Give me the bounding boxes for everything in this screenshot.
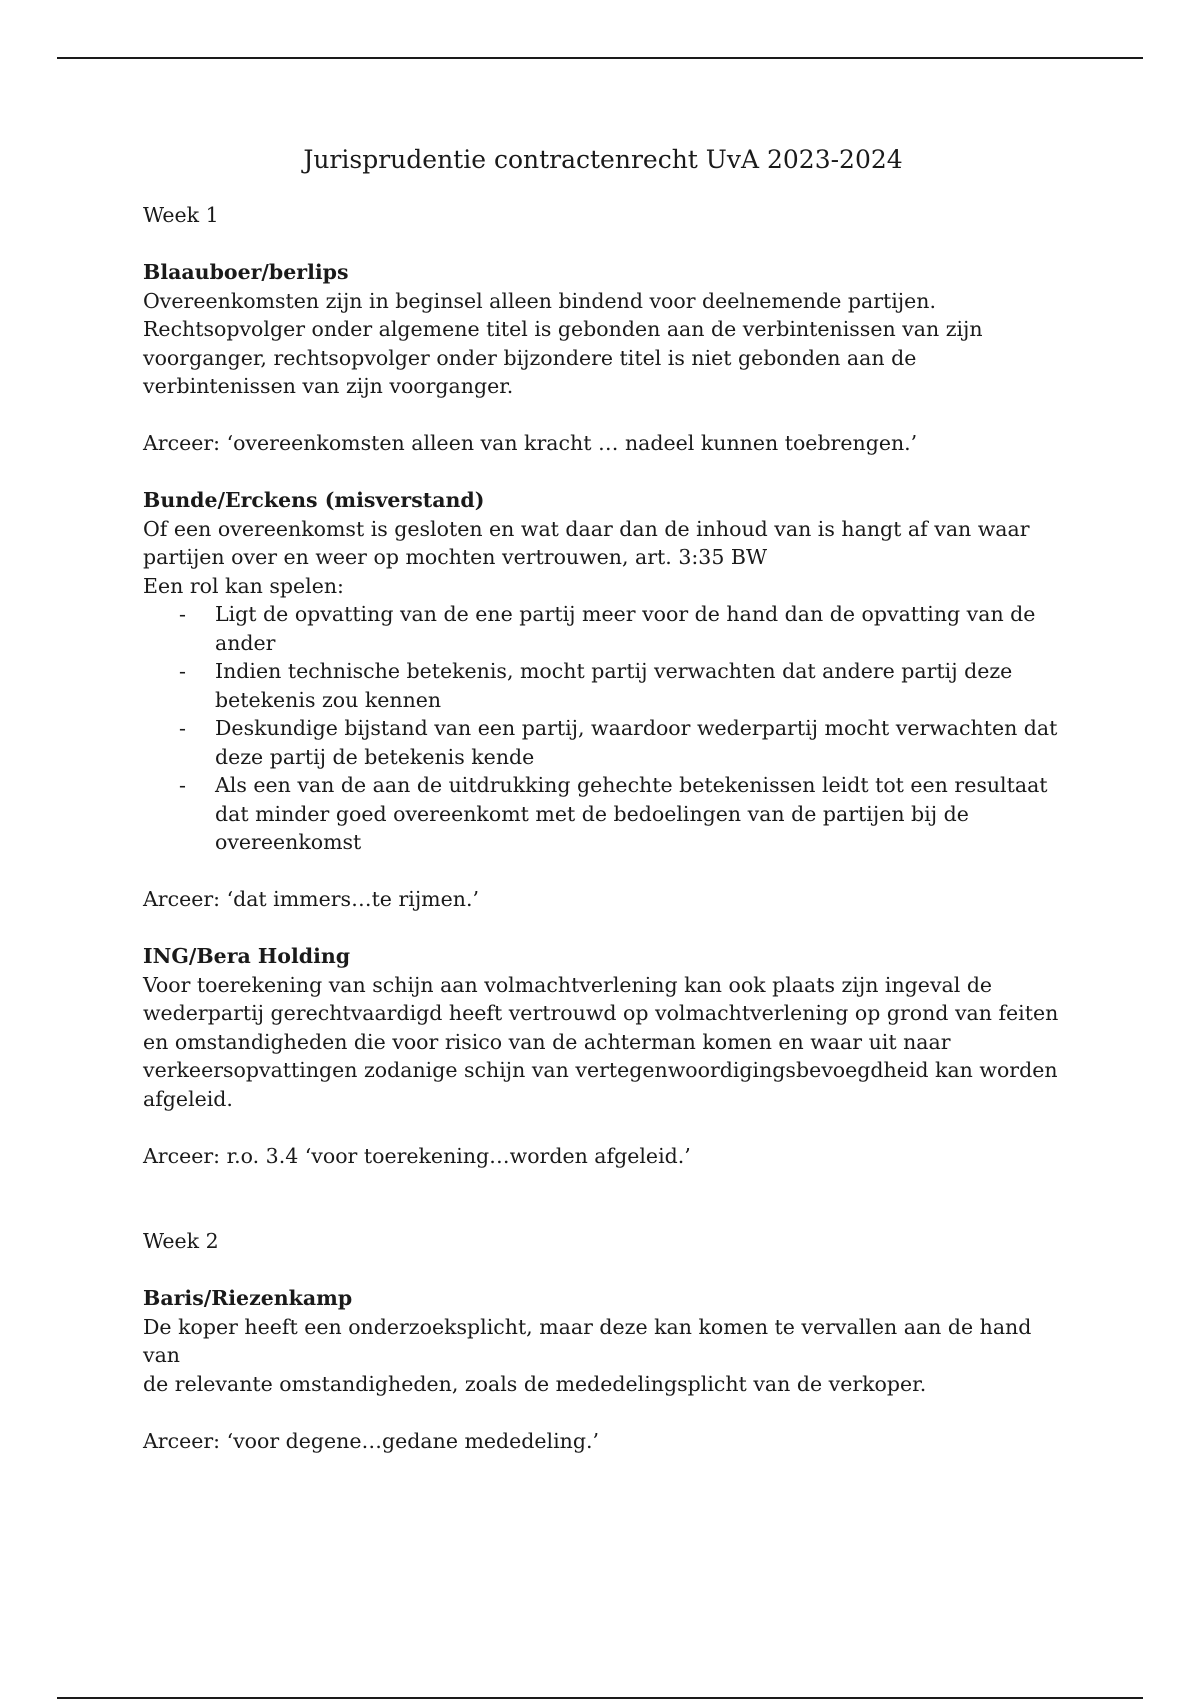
case-line: Of een overeenkomst is gesloten en wat daar dan de inhoud van is hangt af van waar (143, 516, 1030, 541)
arceer-note: Arceer: ‘dat immers…te rijmen.’ (143, 887, 479, 911)
dash-bullet: - (179, 716, 186, 740)
case-bunde-erckens (143, 486, 1063, 914)
case-line: wederpartij gerechtvaardigd heeft vertrouwd op volmachtverlening op grond van feiten (143, 1001, 1059, 1025)
arceer-note: Arceer: ‘overeenkomsten alleen van kracht … nadeel kunnen toebrengen.’ (143, 431, 918, 455)
spacer (143, 230, 1063, 259)
list-item-line: overeenkomst (215, 830, 362, 854)
top-rule (57, 57, 1143, 59)
list-item-line: Ligt de opvatting van de ene partij meer voor de hand dan de opvatting van de (215, 602, 1036, 626)
document-title: Jurisprudentie contractenrecht UvA 2023-2024 (303, 145, 903, 174)
case-title: Baris/Riezenkamp (143, 1286, 353, 1310)
list-item-line: Indien technische betekenis, mocht partij verwachten dat andere partij deze (215, 659, 1013, 683)
case-line: voorganger, rechtsopvolger onder bijzondere titel is niet gebonden aan de (143, 345, 917, 370)
case-title: ING/Bera Holding (143, 944, 351, 968)
factor-list (143, 600, 1063, 857)
spacer (143, 857, 1063, 886)
list-item-line: ander (215, 630, 276, 655)
spacer (143, 1256, 1063, 1285)
week-2-label: Week 2 (143, 1229, 219, 1253)
list-item-line: Als een van de aan de uitdrukking gehechte betekenissen leidt tot een resultaat (215, 773, 1048, 797)
list-item-line: betekenis zou kennen (215, 687, 442, 712)
arceer-note: Arceer: r.o. 3.4 ‘voor toerekening…worden afgeleid.’ (143, 1143, 691, 1168)
case-line: partijen over en weer op mochten vertrouwen, art. 3:35 BW (143, 545, 768, 569)
case-title: Blaauboer/berlips (143, 260, 349, 284)
case-blaauboer (143, 258, 1063, 458)
list-item-line: dat minder goed overeenkomt met de bedoelingen van de partijen bij de (215, 801, 969, 826)
spacer (143, 401, 1063, 430)
spacer (143, 1398, 1063, 1427)
dash-bullet: - (179, 773, 186, 797)
case-line: verkeersopvattingen zodanige schijn van vertegenwoordigingsbevoegdheid kan worden (143, 1058, 1058, 1082)
list-item (179, 771, 1063, 857)
dash-bullet: - (179, 602, 186, 626)
case-line: Een rol kan spelen: (143, 573, 344, 598)
case-line: Voor toerekening van schijn aan volmachtverlening kan ook plaats zijn ingeval de (143, 972, 993, 997)
list-item-line: Deskundige bijstand van een partij, waardoor wederpartij mocht verwachten dat (215, 716, 1058, 740)
spacer (143, 458, 1063, 487)
case-line: en omstandigheden die voor risico van de achterman komen en waar uit naar (143, 1029, 951, 1054)
list-item-line: deze partij de betekenis kende (215, 744, 535, 769)
spacer (143, 1113, 1063, 1142)
spacer (143, 1170, 1063, 1227)
week-1-label: Week 1 (143, 203, 219, 227)
list-item (179, 657, 1063, 714)
case-title: Bunde/Erckens (misverstand) (143, 488, 485, 512)
list-item (179, 714, 1063, 771)
case-baris-riezenkamp (143, 1284, 1063, 1455)
case-ing-bera (143, 942, 1063, 1170)
case-line: de relevante omstandigheden, zoals de mededelingsplicht van de verkoper. (143, 1371, 927, 1396)
document-body (143, 140, 1063, 1455)
bottom-rule (57, 1697, 1143, 1699)
case-line: Rechtsopvolger onder algemene titel is gebonden aan de verbintenissen van zijn (143, 317, 983, 341)
case-line: verbintenissen van zijn voorganger. (143, 374, 514, 398)
case-line: Overeenkomsten zijn in beginsel alleen bindend voor deelnemende partijen. (143, 288, 937, 313)
list-item (179, 600, 1063, 657)
arceer-note: Arceer: ‘voor degene…gedane mededeling.’ (143, 1428, 600, 1453)
spacer (143, 914, 1063, 943)
dash-bullet: - (179, 659, 186, 683)
case-line: afgeleid. (143, 1086, 233, 1111)
case-line: De koper heeft een onderzoeksplicht, maar deze kan komen te vervallen aan de hand van (143, 1314, 1032, 1367)
